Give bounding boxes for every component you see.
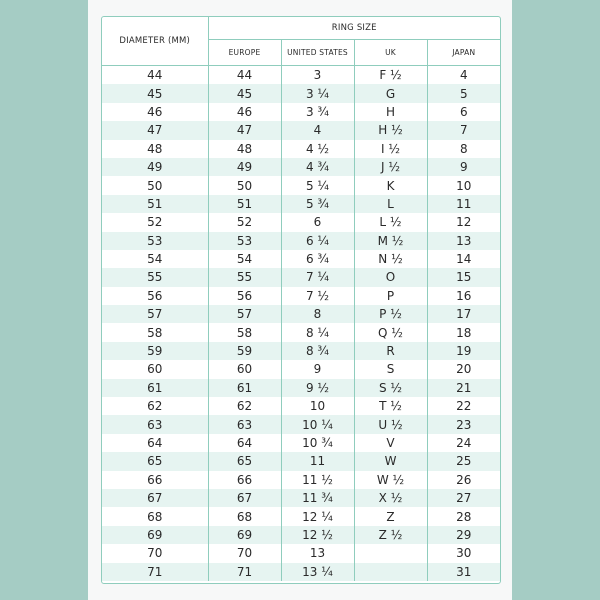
united-states-cell: 5 ¼ — [281, 176, 354, 194]
united-states-cell: 3 ¼ — [281, 84, 354, 102]
diameter-cell: 66 — [102, 471, 208, 489]
diameter-cell: 49 — [102, 158, 208, 176]
europe-cell: 64 — [208, 434, 281, 452]
japan-cell: 31 — [427, 563, 500, 581]
uk-cell: U ½ — [354, 415, 427, 433]
japan-header: JAPAN — [427, 40, 500, 66]
uk-cell: F ½ — [354, 66, 427, 85]
united-states-cell: 6 ¼ — [281, 232, 354, 250]
united-states-cell: 4 ¾ — [281, 158, 354, 176]
ring-size-table — [102, 17, 500, 581]
united-states-cell: 3 ¾ — [281, 103, 354, 121]
japan-cell: 9 — [427, 158, 500, 176]
diameter-cell: 59 — [102, 342, 208, 360]
table-row — [102, 452, 500, 470]
united-states-cell: 9 — [281, 360, 354, 378]
table-row — [102, 250, 500, 268]
table-row — [102, 213, 500, 231]
united-states-cell: 5 ¾ — [281, 195, 354, 213]
diameter-cell: 57 — [102, 305, 208, 323]
united-states-cell: 11 ½ — [281, 471, 354, 489]
uk-cell: P — [354, 287, 427, 305]
diameter-cell: 68 — [102, 507, 208, 525]
europe-cell: 65 — [208, 452, 281, 470]
diameter-cell: 45 — [102, 84, 208, 102]
table-row — [102, 140, 500, 158]
united-states-cell: 6 ¾ — [281, 250, 354, 268]
united-states-cell: 3 — [281, 66, 354, 85]
japan-cell: 10 — [427, 176, 500, 194]
uk-cell: T ½ — [354, 397, 427, 415]
table-row — [102, 360, 500, 378]
europe-cell: 49 — [208, 158, 281, 176]
table-row — [102, 507, 500, 525]
japan-cell: 19 — [427, 342, 500, 360]
diameter-cell: 61 — [102, 379, 208, 397]
diameter-cell: 71 — [102, 563, 208, 581]
table-row — [102, 342, 500, 360]
table-row — [102, 544, 500, 562]
uk-cell: Z — [354, 507, 427, 525]
united-states-cell: 12 ½ — [281, 526, 354, 544]
united-states-cell: 10 ¼ — [281, 415, 354, 433]
europe-cell: 48 — [208, 140, 281, 158]
uk-cell: H — [354, 103, 427, 121]
japan-cell: 25 — [427, 452, 500, 470]
japan-cell: 30 — [427, 544, 500, 562]
europe-header: EUROPE — [208, 40, 281, 66]
diameter-cell: 63 — [102, 415, 208, 433]
table-row — [102, 415, 500, 433]
diameter-cell: 50 — [102, 176, 208, 194]
japan-cell: 21 — [427, 379, 500, 397]
uk-cell: L — [354, 195, 427, 213]
europe-cell: 54 — [208, 250, 281, 268]
japan-cell: 8 — [427, 140, 500, 158]
table-row — [102, 563, 500, 581]
europe-cell: 60 — [208, 360, 281, 378]
diameter-cell: 67 — [102, 489, 208, 507]
diameter-cell: 60 — [102, 360, 208, 378]
japan-cell: 26 — [427, 471, 500, 489]
table-row — [102, 103, 500, 121]
europe-cell: 57 — [208, 305, 281, 323]
japan-cell: 13 — [427, 232, 500, 250]
table-row — [102, 471, 500, 489]
uk-cell: S ½ — [354, 379, 427, 397]
europe-cell: 62 — [208, 397, 281, 415]
japan-cell: 23 — [427, 415, 500, 433]
united-states-cell: 13 — [281, 544, 354, 562]
uk-header: UK — [354, 40, 427, 66]
europe-cell: 45 — [208, 84, 281, 102]
diameter-cell: 52 — [102, 213, 208, 231]
uk-cell: M ½ — [354, 232, 427, 250]
uk-cell: Z ½ — [354, 526, 427, 544]
diameter-cell: 54 — [102, 250, 208, 268]
united-states-cell: 6 — [281, 213, 354, 231]
table-row — [102, 323, 500, 341]
uk-cell: O — [354, 268, 427, 286]
japan-cell: 18 — [427, 323, 500, 341]
uk-cell: I ½ — [354, 140, 427, 158]
japan-cell: 27 — [427, 489, 500, 507]
diameter-cell: 58 — [102, 323, 208, 341]
diameter-cell: 47 — [102, 121, 208, 139]
japan-cell: 24 — [427, 434, 500, 452]
diameter-cell: 55 — [102, 268, 208, 286]
uk-cell: R — [354, 342, 427, 360]
uk-cell: G — [354, 84, 427, 102]
table-row — [102, 305, 500, 323]
table-row — [102, 287, 500, 305]
table-row — [102, 489, 500, 507]
diameter-cell: 53 — [102, 232, 208, 250]
europe-cell: 71 — [208, 563, 281, 581]
table-row — [102, 434, 500, 452]
united-states-cell: 10 ¾ — [281, 434, 354, 452]
united-states-cell: 11 — [281, 452, 354, 470]
japan-cell: 16 — [427, 287, 500, 305]
europe-cell: 47 — [208, 121, 281, 139]
japan-cell: 17 — [427, 305, 500, 323]
table-row — [102, 526, 500, 544]
uk-cell: V — [354, 434, 427, 452]
uk-cell: L ½ — [354, 213, 427, 231]
japan-cell: 4 — [427, 66, 500, 85]
japan-cell: 5 — [427, 84, 500, 102]
europe-cell: 55 — [208, 268, 281, 286]
table-row — [102, 84, 500, 102]
table-body — [102, 66, 500, 581]
europe-cell: 52 — [208, 213, 281, 231]
europe-cell: 69 — [208, 526, 281, 544]
ring-size-table-frame — [101, 16, 501, 584]
japan-cell: 6 — [427, 103, 500, 121]
table-row — [102, 158, 500, 176]
united-states-cell: 10 — [281, 397, 354, 415]
japan-cell: 12 — [427, 213, 500, 231]
europe-cell: 66 — [208, 471, 281, 489]
japan-cell: 14 — [427, 250, 500, 268]
europe-cell: 63 — [208, 415, 281, 433]
table-row — [102, 232, 500, 250]
japan-cell: 11 — [427, 195, 500, 213]
europe-cell: 68 — [208, 507, 281, 525]
europe-cell: 58 — [208, 323, 281, 341]
united-states-cell: 12 ¼ — [281, 507, 354, 525]
uk-cell — [354, 544, 427, 562]
united-states-cell: 13 ¼ — [281, 563, 354, 581]
uk-cell: K — [354, 176, 427, 194]
uk-cell — [354, 563, 427, 581]
united-states-cell: 4 — [281, 121, 354, 139]
europe-cell: 61 — [208, 379, 281, 397]
table-row — [102, 121, 500, 139]
table-row — [102, 66, 500, 85]
japan-cell: 20 — [427, 360, 500, 378]
europe-cell: 59 — [208, 342, 281, 360]
japan-cell: 22 — [427, 397, 500, 415]
table-header — [102, 17, 500, 66]
japan-cell: 15 — [427, 268, 500, 286]
table-row — [102, 268, 500, 286]
united-states-cell: 11 ¾ — [281, 489, 354, 507]
diameter-cell: 44 — [102, 66, 208, 85]
uk-cell: N ½ — [354, 250, 427, 268]
europe-cell: 44 — [208, 66, 281, 85]
diameter-cell: 62 — [102, 397, 208, 415]
ring-size-sheet — [88, 0, 512, 600]
diameter-header: DIAMETER (MM) — [102, 17, 208, 66]
uk-cell: W ½ — [354, 471, 427, 489]
europe-cell: 46 — [208, 103, 281, 121]
table-row — [102, 397, 500, 415]
europe-cell: 53 — [208, 232, 281, 250]
diameter-cell: 46 — [102, 103, 208, 121]
table-row — [102, 195, 500, 213]
uk-cell: W — [354, 452, 427, 470]
united-states-cell: 4 ½ — [281, 140, 354, 158]
japan-cell: 28 — [427, 507, 500, 525]
europe-cell: 67 — [208, 489, 281, 507]
table-row — [102, 176, 500, 194]
united-states-cell: 8 ¾ — [281, 342, 354, 360]
uk-cell: H ½ — [354, 121, 427, 139]
europe-cell: 50 — [208, 176, 281, 194]
diameter-cell: 69 — [102, 526, 208, 544]
ring-size-header: RING SIZE — [208, 17, 500, 40]
diameter-cell: 51 — [102, 195, 208, 213]
united-states-cell: 8 — [281, 305, 354, 323]
diameter-cell: 48 — [102, 140, 208, 158]
united-states-cell: 7 ½ — [281, 287, 354, 305]
diameter-cell: 70 — [102, 544, 208, 562]
diameter-cell: 56 — [102, 287, 208, 305]
uk-cell: X ½ — [354, 489, 427, 507]
uk-cell: Q ½ — [354, 323, 427, 341]
europe-cell: 70 — [208, 544, 281, 562]
diameter-cell: 64 — [102, 434, 208, 452]
diameter-cell: 65 — [102, 452, 208, 470]
united-states-cell: 8 ¼ — [281, 323, 354, 341]
united-states-cell: 9 ½ — [281, 379, 354, 397]
united-states-header: UNITED STATES — [281, 40, 354, 66]
uk-cell: S — [354, 360, 427, 378]
europe-cell: 51 — [208, 195, 281, 213]
japan-cell: 7 — [427, 121, 500, 139]
uk-cell: J ½ — [354, 158, 427, 176]
united-states-cell: 7 ¼ — [281, 268, 354, 286]
europe-cell: 56 — [208, 287, 281, 305]
table-row — [102, 379, 500, 397]
japan-cell: 29 — [427, 526, 500, 544]
uk-cell: P ½ — [354, 305, 427, 323]
